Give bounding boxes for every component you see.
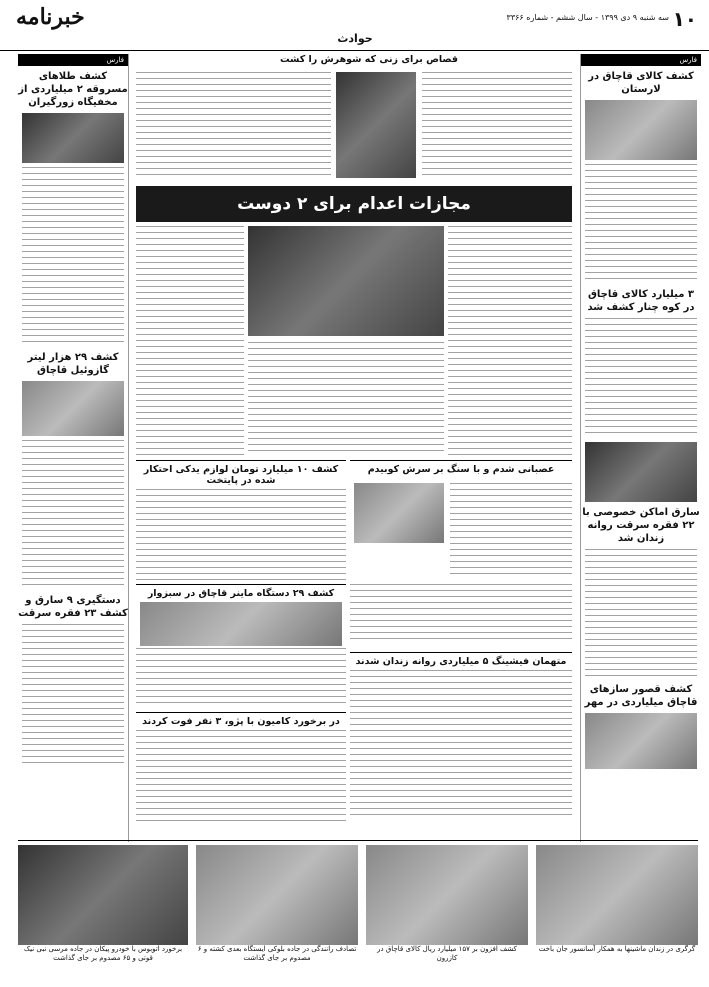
- hoarding-story: [136, 460, 346, 579]
- masthead: [0, 0, 709, 51]
- photo-4: [18, 845, 188, 945]
- photo-item-3: [196, 845, 358, 963]
- left-story3-body: [22, 624, 124, 764]
- execution-body-2: [248, 342, 444, 456]
- photo-caption-2: کشف افزون بر ۱۵۷ میلیارد ریال کالای قاچاق در کازرون: [377, 945, 517, 963]
- miner-title: کشف ۲۹ دستگاه ماینر قاچاق در سبزوار: [147, 588, 335, 599]
- left-column: [18, 54, 129, 842]
- right-story2-body: [585, 318, 697, 438]
- miner-story: [136, 584, 346, 711]
- miner-photo: [140, 602, 342, 646]
- miner-body: [136, 648, 346, 704]
- top-story-body-right: [422, 72, 572, 178]
- right-story3-body: [585, 549, 697, 679]
- hoarding-body: [136, 489, 346, 581]
- right-story1-photo: [585, 100, 697, 160]
- right-story1-title: کشف کالای قاچاق در لارستان: [588, 71, 694, 95]
- crash-body: [136, 730, 346, 824]
- hoarding-title: کشف ۱۰ میلیارد تومان لوازم یدکی احتکار شده در پایتخت: [143, 464, 339, 486]
- stone-body-cont: [350, 584, 572, 644]
- logo: خبرنامه: [16, 4, 85, 30]
- left-story3-title: دستگیری ۹ سارق و کشف ۲۳ فقره سرقت: [18, 595, 128, 619]
- photo-strip: [18, 840, 698, 981]
- stone-photo: [354, 483, 444, 543]
- stone-title: عصبانی شدم و با سنگ بر سرش کوبیدم: [367, 464, 555, 475]
- fraud-story: [350, 652, 572, 833]
- banner-headline: مجازات اعدام برای ۲ دوست: [136, 186, 572, 222]
- left-story2-title: کشف ۲۹ هزار لیتر گازوئیل قاچاق: [27, 352, 119, 376]
- photo-caption-3: تصادف رانندگی در جاده بلوکی ایستگاه بعدی کشته و ۶ مصدوم بر جای گذاشت: [197, 945, 357, 963]
- right-story1-body: [585, 164, 697, 284]
- section-title: حوادث: [337, 32, 373, 45]
- stone-story: [350, 460, 572, 579]
- right-story3-title: سارق اماکن خصوصی با ۲۲ فقره سرقت روانه زندان شد: [582, 507, 700, 544]
- right-column-header: فارس: [581, 54, 701, 66]
- photo-item-2: [366, 845, 528, 963]
- left-story1-title: کشف طلاهای مسروقه ۲ میلیاردی از مخفیگاه زورگیران: [18, 71, 128, 108]
- top-story-photo: [336, 72, 416, 178]
- stone-body: [450, 483, 572, 575]
- right-story2-title: ۳ میلیارد کالای قاچاق در کوه چنار کشف شد: [587, 289, 695, 313]
- execution-photo: [248, 226, 444, 336]
- photo-caption-4: برخورد اتوبوس با خودرو پیکان در جاده مرسی نبی نیک قوتی و ۶۵ مصدوم بر جای گذاشت: [23, 945, 183, 963]
- photo-item-1: [536, 845, 698, 954]
- execution-story: [136, 226, 572, 456]
- photo-caption-1: گرگری در زندان ماشینها به همکار آسانسور جان باخت: [538, 945, 696, 953]
- left-column-header: فارس: [18, 54, 128, 66]
- dateline: سه شنبه ۹ دی ۱۳۹۹ - سال ششم - شماره ۳۳۶۶: [506, 13, 669, 22]
- left-story1-photo: [22, 113, 124, 163]
- left-story2-photo: [22, 381, 124, 436]
- right-story4-photo: [585, 713, 697, 769]
- crash-story: [136, 712, 346, 833]
- stone-story-cont: [350, 584, 572, 648]
- execution-body-3: [136, 226, 244, 456]
- photo-item-4: [18, 845, 188, 963]
- top-story-title: قصاص برای زنی که شوهرش را کشت: [279, 54, 459, 65]
- top-story-body-left: [136, 72, 331, 178]
- right-column: [580, 54, 701, 842]
- photo-2: [366, 845, 528, 945]
- fraud-body: [350, 670, 572, 820]
- page-number: ۱۰: [672, 7, 697, 31]
- photo-3: [196, 845, 358, 945]
- photo-1: [536, 845, 698, 945]
- execution-body-1: [448, 226, 572, 456]
- left-story2-body: [22, 440, 124, 590]
- crash-title: در برخورد کامیون با پژو، ۳ نفر فوت کردند: [142, 716, 340, 727]
- left-story1-body: [22, 167, 124, 347]
- right-story2-photo: [585, 442, 697, 502]
- fraud-title: متهمان فیشینگ ۵ میلیاردی روانه زندان شدند: [355, 656, 567, 667]
- top-story: [136, 54, 572, 182]
- right-story4-title: کشف قصور سازهای قاچاق میلیاردی در مهر: [584, 684, 698, 708]
